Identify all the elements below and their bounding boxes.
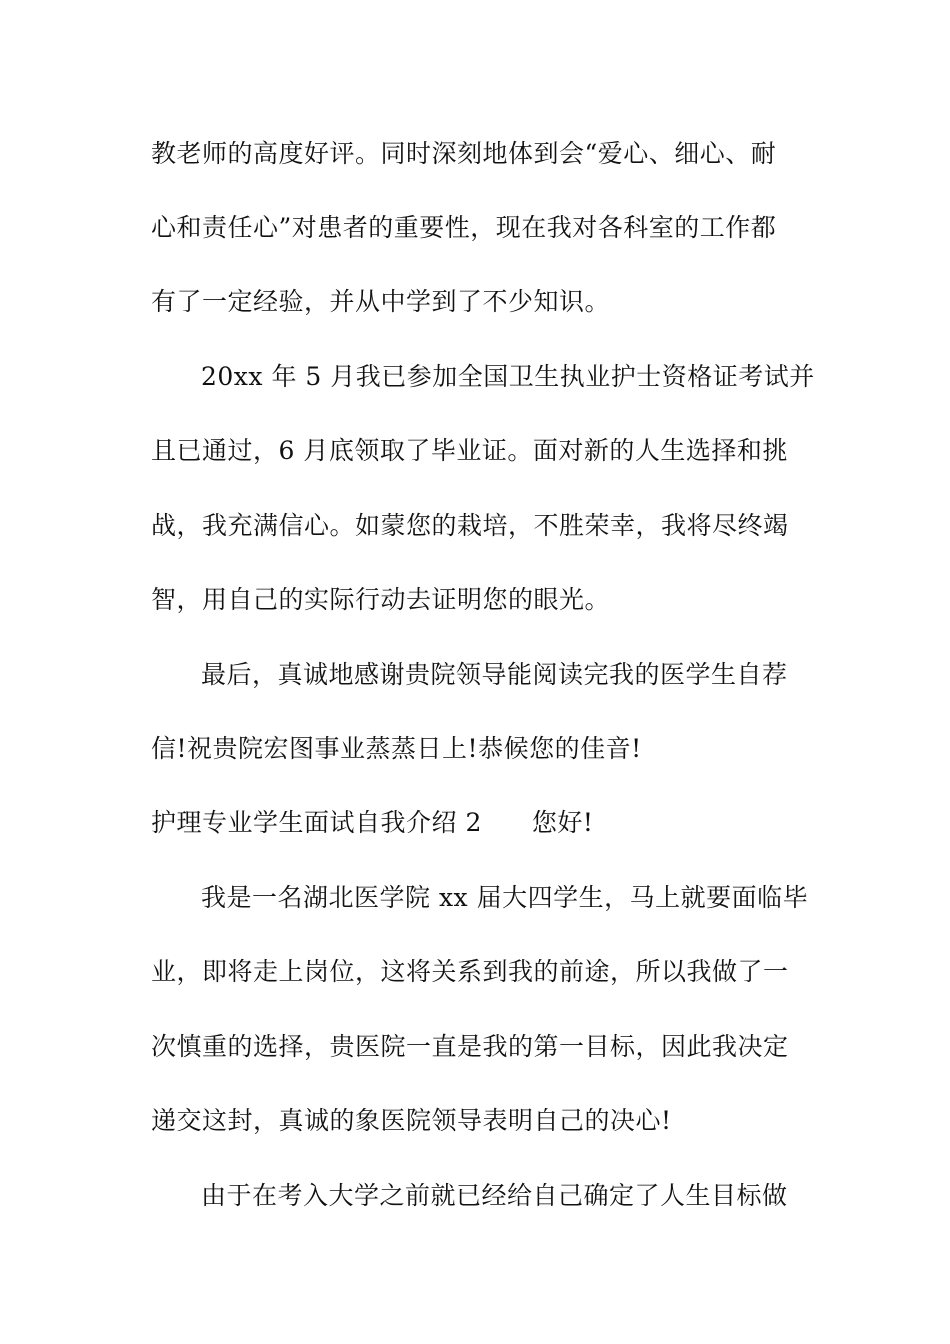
paragraph-start-line: 由于在考入大学之前就已经给自己确定了人生目标做 [201, 1181, 788, 1210]
text-line: 有了一定经验，并从中学到了不少知识。 [151, 287, 611, 316]
text-line: 智，用自己的实际行动去证明您的眼光。 [151, 585, 611, 614]
text-line: 次慎重的选择，贵医院一直是我的第一目标，因此我决定 [151, 1032, 789, 1061]
text-line: 递交这封，真诚的象医院领导表明自己的决心! [151, 1106, 672, 1135]
text-line: 且已通过，6 月底领取了毕业证。面对新的人生选择和挑 [151, 436, 788, 465]
paragraph-start-line: 20xx 年 5 月我已参加全国卫生执业护士资格证考试并 [201, 362, 815, 391]
section-title: 护理专业学生面试自我介绍 2 [151, 808, 482, 837]
text-line: 战，我充满信心。如蒙您的栽培，不胜荣幸，我将尽终竭 [151, 511, 789, 540]
section-heading-line [151, 807, 593, 839]
text-line: 业，即将走上岗位，这将关系到我的前途，所以我做了一 [151, 957, 789, 986]
text-line: 心和责任心”对患者的重要性，现在我对各科室的工作都 [151, 213, 777, 242]
paragraph-start-line: 最后，真诚地感谢贵院领导能阅读完我的医学生自荐 [201, 660, 788, 689]
greeting: 您好! [531, 808, 594, 837]
text-line: 教老师的高度好评。同时深刻地体到会“爱心、细心、耐 [151, 139, 777, 168]
paragraph-start-line: 我是一名湖北医学院 xx 届大四学生，马上就要面临毕 [201, 883, 809, 912]
text-line: 信!祝贵院宏图事业蒸蒸日上!恭候您的佳音! [151, 734, 642, 763]
